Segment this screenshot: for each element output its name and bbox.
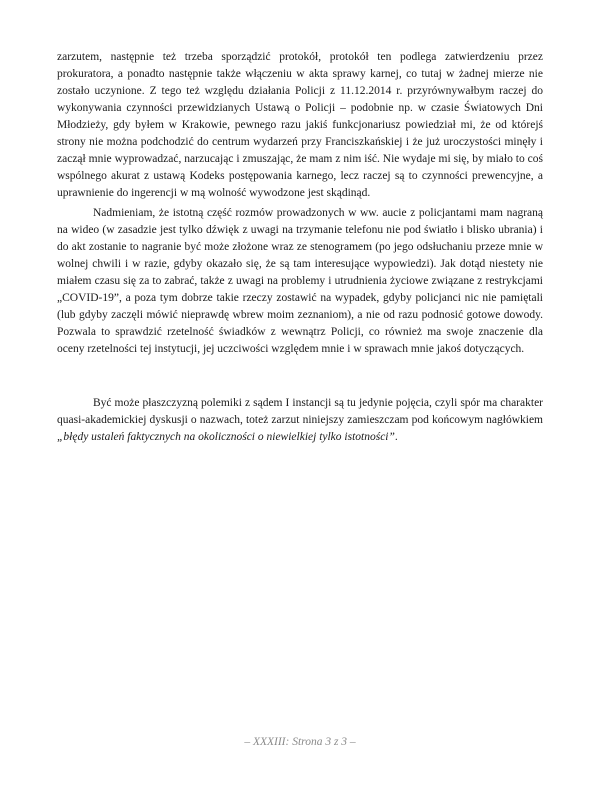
paragraph-3-italic-quote: „błędy ustaleń faktycznych na okoliczności o niewielkiej tylko istotności” bbox=[57, 431, 395, 443]
page-footer: – XXXIII: Strona 3 z 3 – bbox=[244, 736, 356, 748]
paragraph-2: Nadmieniam, że istotną część rozmów prowadzonych w ww. aucie z policjantami mam nagraną na wideo (w zasadzie jest tylko dźwięk z uwagi na trzymanie telefonu nie pod światło i blisko ubrania) i do akt zostanie to nagranie być może złożone wraz ze stenogramem (po jego odsłuchaniu przeze mnie w wolnej chwili i w razie, gdyby okazało się, że są tam interesujące wypowiedzi). Jak dotąd niestety nie miałem czasu się za to zabrać, także z uwagi na problemy i utrudnienia życiowe związane z restrykcjami „COVID-19”, a poza tym dobrze takie rzeczy zostawić na wypadek, gdyby policjanci nic nie pamiętali (lub gdyby zaczęli mówić nieprawdę wbrew moim zeznaniom), a nie od razu podnosić gotowe dowody. Pozwala to sprawdzić rzetelność świadków z wewnątrz Policji, co również ma swoje znaczenie dla oceny rzetelności tej instytucji, jej uczciwości względem mnie i w sprawach mnie jakoś dotyczących. bbox=[57, 207, 543, 355]
paragraph-3-text: Być może płaszczyzną polemiki z sądem I instancji są tu jedynie pojęcia, czyli spór ma charakter quasi-akademickiej dyskusji o nazwach, toteż zarzut niniejszy zamieszczam pod końcowym nagłówkiem bbox=[57, 397, 543, 426]
paragraph-3-suffix: . bbox=[394, 431, 398, 443]
paragraph-1: zarzutem, następnie też trzeba sporządzić protokół, protokół ten podlega zatwierdzeniu przez prokuratora, a ponadto następnie także włączeniu w akta sprawy karnej, co tutaj w żadnej mierze nie zostało uczynione. Z tego też względu działania Policji z 11.12.2014 r. przyrównywałbym raczej do wykonywania czynności przewidzianych Ustawą o Policji – podobnie np. w czasie Światowych Dni Młodzieży, gdy byłem w Krakowie, pewnego razu jakiś funkcjonariusz powiedział mi, że od którejś strony nie można podchodzić do centrum wydarzeń przy Franciszkańskiej i że już uroczystości minęły i zaczął mnie wyprowadzać, narzucając i zmuszając, że mam z nim iść. Nie wydaje mi się, by miało to coś wspólnego akurat z ustawą Kodeks postępowania karnego, lecz raczej są to czynności prewencyjne, a uprawnienie do ingerencji w mą wolność wywodzone jest skądinąd. bbox=[57, 51, 543, 199]
document-body bbox=[57, 49, 543, 446]
paragraph-3 bbox=[57, 395, 543, 446]
